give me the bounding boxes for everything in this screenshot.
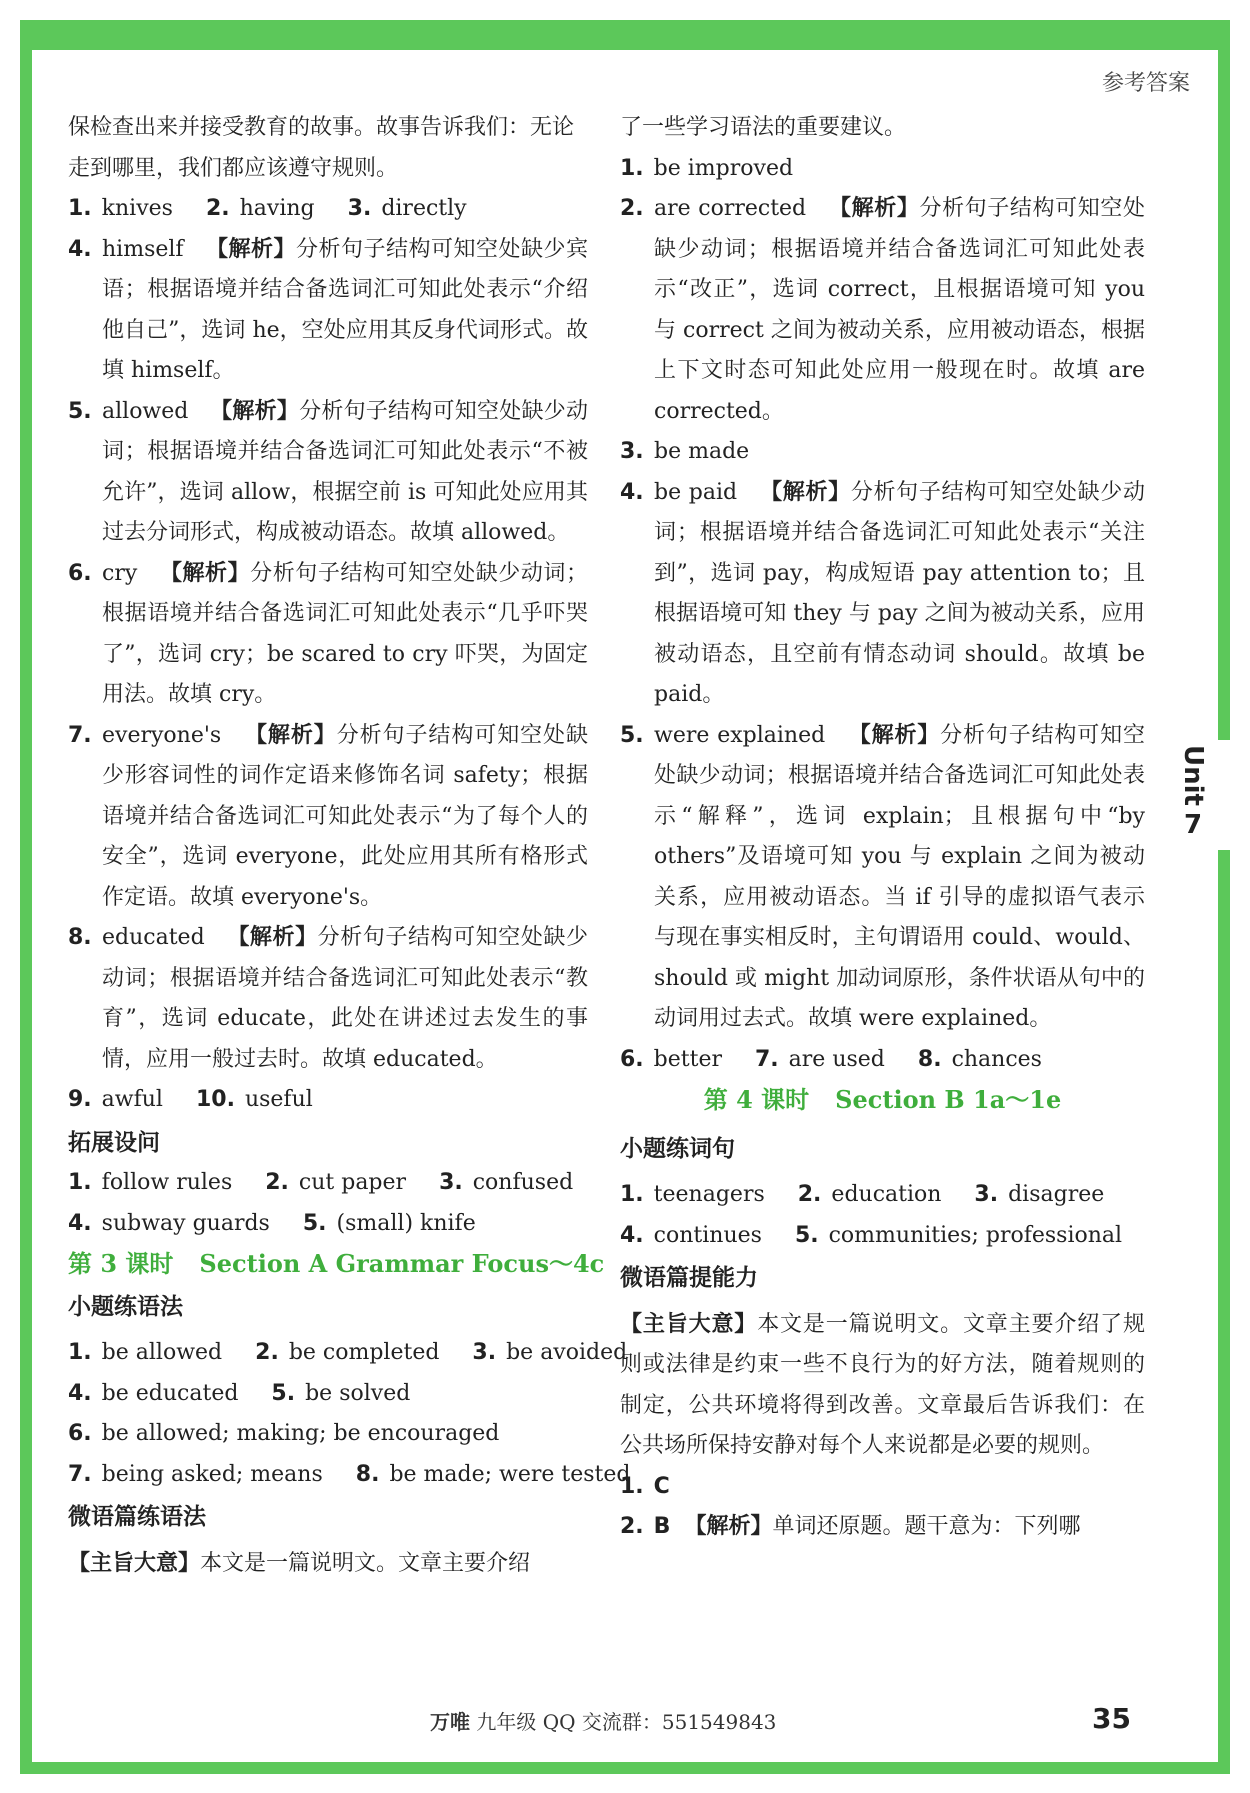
answer-row — [68, 1080, 588, 1121]
unit-number: 7 — [1183, 809, 1203, 840]
answer-row — [620, 1467, 1145, 1508]
answer-text: B — [653, 1514, 671, 1539]
answer-number: 6. — [620, 1046, 644, 1072]
answer-number: 3. — [439, 1170, 463, 1195]
analysis-text: 分析句子结构可知空处缺少动词；根据语境并结合备选词汇可知此处表示“不被允许”，选词 allow，根据空前 is 可知此处应用其过去分词形式，构成被动语态。故填 allowed。 — [102, 398, 588, 545]
answer-text: subway guards — [101, 1210, 270, 1236]
answer-number: 1. — [620, 1473, 644, 1499]
answer-text: being asked; means — [101, 1461, 323, 1487]
ability-summary — [620, 1305, 1145, 1467]
summary-tag: 【主旨大意】 — [620, 1311, 758, 1337]
lesson-heading — [68, 1244, 605, 1285]
answer-text: follow rules — [101, 1170, 233, 1195]
analysis-text: 分析句子结构可知空处缺少宾语；根据语境并结合备选词汇可知此处表示“介绍他自己”，选词 he，空处应用其反身代词形式。故填 himself。 — [102, 236, 588, 383]
answer-row — [620, 149, 1145, 190]
answer-number: 7. — [68, 1461, 92, 1487]
answer-text: knives — [101, 196, 173, 221]
section-heading-grammar: 小题练语法 — [68, 1293, 183, 1320]
answer-number: 4. — [620, 1222, 644, 1248]
answer-row — [68, 189, 588, 230]
answer-number: 3. — [347, 196, 372, 221]
answer-number: 6. — [68, 560, 92, 586]
answer-number: 4. — [68, 1380, 92, 1406]
answer-text: educated — [102, 925, 205, 950]
answer-text: be made — [654, 439, 750, 464]
analysis-tag: 【解析】 — [828, 196, 920, 221]
right-green-bar-top — [1218, 20, 1230, 740]
top-green-bar — [20, 20, 1230, 50]
answer-text: education — [831, 1182, 942, 1207]
answer-text: communities; professional — [828, 1222, 1123, 1248]
answer-row — [68, 1374, 588, 1415]
lesson-name: 第 3 课时 — [68, 1249, 174, 1278]
answer-item — [620, 716, 1145, 1040]
page-footer — [430, 1706, 776, 1735]
answer-number: 5. — [302, 1210, 327, 1236]
right-green-bar-bottom — [1218, 850, 1230, 1774]
answer-number: 1. — [68, 1170, 92, 1195]
left-column — [68, 108, 631, 1584]
lesson-section: Section A Grammar Focus～4c — [199, 1249, 605, 1278]
bottom-green-bar — [20, 1762, 1230, 1774]
summary-text: 本文是一篇说明文。文章主要介绍了规则或法律是约束一些不良行为的好方法，随着规则的制定，公共环境将得到改善。文章最后告诉我们：在公共场所保持安静对每个人来说都是必要的规则。 — [620, 1311, 1145, 1458]
answer-item — [620, 473, 1145, 716]
answer-row — [68, 1163, 588, 1204]
analysis-tag: 【解析】 — [210, 398, 300, 424]
answer-text: be allowed — [101, 1340, 223, 1365]
answer-number: 7. — [68, 722, 92, 748]
answer-text: be solved — [305, 1380, 411, 1406]
answer-text: having — [239, 196, 315, 221]
answer-row — [620, 1507, 1145, 1548]
answer-number: 2. — [620, 196, 644, 221]
micro-summary — [68, 1544, 588, 1585]
analysis-tag: 【解析】 — [227, 925, 318, 950]
answer-number: 2. — [255, 1340, 279, 1365]
analysis-tag: 【解析】 — [244, 722, 337, 748]
left-intro: 保检查出来并接受教育的故事。故事告诉我们：无论走到哪里，我们都应该遵守规则。 — [68, 115, 575, 181]
answer-text: be completed — [288, 1340, 440, 1365]
answer-number: 1. — [620, 155, 644, 181]
answer-number: 1. — [620, 1182, 644, 1207]
answer-number: 5. — [68, 398, 92, 424]
page-header: 参考答案 — [1101, 71, 1190, 96]
right-column — [620, 108, 1145, 1548]
analysis-tag: 【解析】 — [760, 479, 851, 505]
analysis-text: 分析句子结构可知空处缺少动词；根据语境并结合备选词汇可知此处表示“教育”，选词 educate，此处在讲述过去发生的事情，应用一般过去时。故填 educated。 — [102, 925, 588, 1072]
answer-item — [68, 230, 588, 392]
answer-row — [620, 1175, 1145, 1216]
answer-number: 6. — [68, 1421, 92, 1446]
answer-text: better — [653, 1046, 722, 1072]
answer-text: awful — [101, 1087, 163, 1112]
answer-text: himself — [102, 236, 184, 262]
answer-number: 8. — [68, 925, 92, 950]
analysis-text: 分析句子结构可知空处缺少动词；根据语境并结合备选词汇可知此处表示“改正”，选词 correct，且根据语境可知 you 与 correct 之间为被动关系，应用被动语态，根据上下文时态可知此处应用一般现在时。故填 are corrected。 — [654, 196, 1145, 424]
analysis-tag: 【解析】 — [848, 722, 941, 748]
unit-word: Unit — [1178, 745, 1208, 806]
summary-tag: 【主旨大意】 — [68, 1550, 201, 1576]
answer-text: be made; were tested — [389, 1461, 631, 1487]
answer-text: be improved — [653, 155, 794, 181]
answer-number: 5. — [794, 1222, 819, 1248]
answer-text: chances — [951, 1046, 1042, 1072]
answer-text: continues — [653, 1222, 762, 1248]
answer-number: 5. — [271, 1380, 296, 1406]
page-number: 35 — [1092, 1702, 1131, 1735]
left-green-bar — [20, 20, 32, 1770]
answer-text: (small) knife — [336, 1210, 476, 1236]
answer-number: 3. — [620, 439, 644, 464]
answer-text: useful — [244, 1087, 313, 1112]
answer-text: are corrected — [654, 196, 807, 221]
answer-item — [68, 554, 588, 716]
answer-text: cry — [102, 560, 138, 586]
answer-number: 3. — [472, 1340, 497, 1365]
answer-number: 4. — [620, 479, 644, 505]
section-heading-micro-grammar: 微语篇练语法 — [68, 1504, 206, 1530]
answer-text: be avoided — [506, 1340, 628, 1365]
answer-text: be educated — [101, 1380, 239, 1406]
analysis-text: 单词还原题。题干意为：下列哪 — [772, 1514, 1081, 1539]
answer-text: teenagers — [653, 1182, 765, 1207]
summary-text: 本文是一篇说明文。文章主要介绍 — [200, 1550, 531, 1576]
section-heading-words: 小题练词句 — [620, 1135, 735, 1162]
answer-item — [620, 432, 1145, 473]
answer-number: 2. — [205, 196, 230, 221]
answer-text: confused — [472, 1170, 574, 1195]
answer-row — [68, 1204, 588, 1245]
lesson-name: 第 4 课时 — [703, 1085, 810, 1114]
analysis-text: 分析句子结构可知空处缺少动词；根据语境并结合备选词汇可知此处表示“解释”，选词 explain；且根据句中“by others”及语境可知 you 与 explain 之间为被动关系，应用被动语态。当 if 引导的虚拟语气表示与现在事实相反时，主句谓语用 could、would、should 或 might 加动词原形，条件状语从句中的动词用过去式。故填 were explained。 — [654, 722, 1145, 1031]
analysis-tag: 【解析】 — [159, 560, 251, 586]
answer-text: disagree — [1008, 1182, 1105, 1207]
answer-number: 10. — [195, 1087, 235, 1112]
answer-row — [620, 1040, 1145, 1081]
analysis-tag: 【解析】 — [206, 236, 297, 262]
answer-number: 1. — [68, 196, 92, 221]
analysis-tag: 【解析】 — [684, 1514, 773, 1539]
lesson-heading — [620, 1080, 1145, 1121]
footer-text: 九年级 QQ 交流群：551549843 — [476, 1710, 777, 1734]
footer-brand: 万唯 — [430, 1710, 470, 1734]
answer-number: 4. — [68, 1210, 92, 1236]
section-heading-ability: 微语篇提能力 — [620, 1265, 758, 1291]
answer-item — [620, 189, 1145, 432]
answer-number: 5. — [620, 722, 644, 748]
answer-number: 1. — [68, 1340, 92, 1365]
answer-number: 7. — [755, 1046, 779, 1072]
answer-row — [68, 1455, 631, 1496]
section-heading-extend: 拓展设问 — [68, 1129, 160, 1156]
answer-number: 8. — [355, 1461, 380, 1487]
answer-text: are used — [788, 1046, 885, 1072]
lesson-section: Section B 1a～1e — [835, 1085, 1062, 1114]
answer-item — [68, 392, 588, 554]
answer-number: 9. — [68, 1087, 92, 1112]
analysis-text: 分析句子结构可知空处缺少动词；根据语境并结合备选词汇可知此处表示“几乎吓哭了”，选词 cry；be scared to cry 吓哭，为固定用法。故填 cry。 — [102, 560, 588, 707]
answer-text: everyone's — [102, 722, 222, 748]
analysis-text: 分析句子结构可知空处缺少动词；根据语境并结合备选词汇可知此处表示“关注到”，选词 pay，构成短语 pay attention to；且根据语境可知 they 与 pay 之间为被动关系，应用被动语态，且空前有情态动词 should。故填 be paid。 — [654, 479, 1145, 707]
answer-number: 2. — [620, 1514, 644, 1539]
unit-tab — [1168, 745, 1218, 840]
answer-number: 4. — [68, 236, 92, 262]
answer-text: were explained — [654, 722, 826, 748]
answer-text: C — [653, 1473, 670, 1499]
answer-row — [68, 1333, 628, 1374]
answer-item — [68, 716, 588, 919]
answer-item — [68, 918, 588, 1080]
answer-number: 3. — [974, 1182, 999, 1207]
answer-number: 2. — [797, 1182, 822, 1207]
answer-text: be paid — [654, 479, 738, 505]
answer-text: directly — [381, 196, 467, 221]
answer-row — [68, 1414, 588, 1455]
answer-text: cut paper — [298, 1170, 407, 1195]
answer-text: be allowed; making; be encouraged — [101, 1421, 500, 1446]
answer-number: 2. — [265, 1170, 289, 1195]
right-intro: 了一些学习语法的重要建议。 — [620, 115, 907, 140]
answer-number: 8. — [917, 1046, 942, 1072]
analysis-text: 分析句子结构可知空处缺少形容词性的词作定语来修饰名词 safety；根据语境并结合备选词汇可知此处表示“为了每个人的安全”，选词 everyone，此处应用其所有格形式作定语。故填 everyone's。 — [102, 722, 588, 910]
answer-text: allowed — [102, 398, 189, 424]
answer-row — [620, 1216, 1145, 1257]
